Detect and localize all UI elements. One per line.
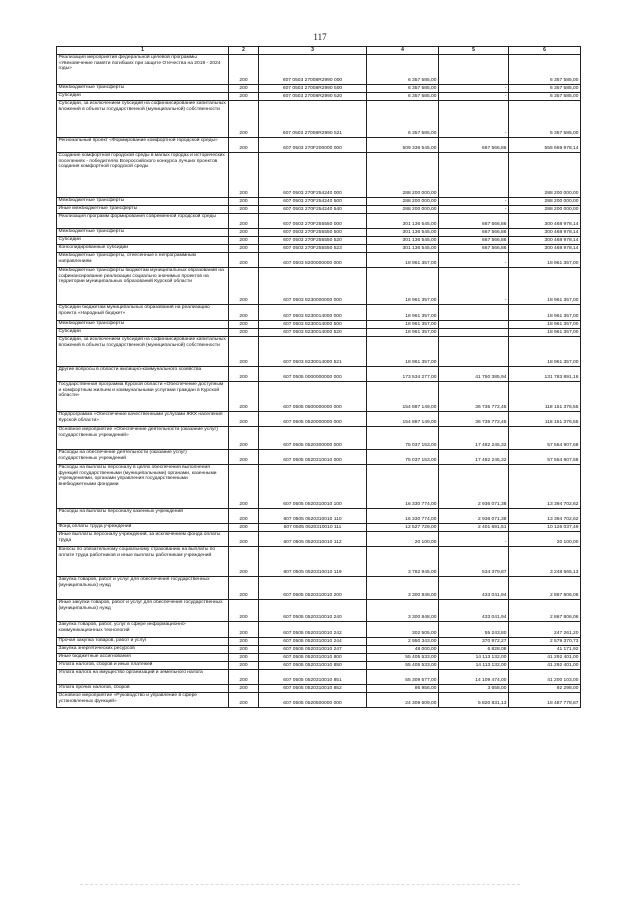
row-name: Подпрограмма «Обеспечение качественными услугами ЖКХ населения Курской области» bbox=[57, 412, 229, 427]
row-remaining-amount: 288 200 000,00 bbox=[509, 198, 581, 206]
table-row bbox=[57, 367, 581, 382]
row-remaining-amount: 41 292 401,00 bbox=[509, 662, 581, 670]
row-classification-code: 607 0505 0520310010 111 bbox=[259, 524, 367, 532]
row-code-line: 200 bbox=[229, 427, 259, 450]
row-classification-code: 607 0503 8230014000 521 bbox=[259, 337, 367, 367]
row-name: Субсидии bbox=[57, 93, 229, 101]
row-classification-code: 607 0505 0520310010 852 bbox=[259, 685, 367, 693]
row-code-line: 200 bbox=[229, 532, 259, 547]
table-row bbox=[57, 412, 581, 427]
row-name: Иные выплаты персоналу учреждений, за исключением фонда оплаты труда bbox=[57, 532, 229, 547]
row-approved-amount: 95 956,00 bbox=[367, 685, 439, 693]
row-executed-amount: 370 972,27 bbox=[439, 638, 509, 646]
row-name: Межбюджетные трансферты бюджетам муниципальных образований на софинансирование реализации социально значимых проектов на территории муниципальных образований Курской области bbox=[57, 268, 229, 305]
row-remaining-amount: 57 554 907,68 bbox=[509, 427, 581, 450]
table-row bbox=[57, 93, 581, 101]
table-row bbox=[57, 654, 581, 662]
table-row bbox=[57, 245, 581, 253]
row-name: Основное мероприятие «Руководство и управление в сфере установленных функций» bbox=[57, 693, 229, 708]
table-row bbox=[57, 337, 581, 367]
row-executed-amount: 667 566,86 bbox=[439, 214, 509, 229]
faint-marks bbox=[80, 884, 520, 891]
table-row bbox=[57, 622, 581, 638]
row-name: Уплата прочих налогов, сборов bbox=[57, 685, 229, 693]
row-remaining-amount: 6 357 585,00 bbox=[509, 85, 581, 93]
row-approved-amount: 48 000,00 bbox=[367, 646, 439, 654]
row-approved-amount: 6 357 585,00 bbox=[367, 85, 439, 93]
row-code-line: 200 bbox=[229, 450, 259, 465]
row-classification-code: 607 0505 0520310010 850 bbox=[259, 662, 367, 670]
row-code-line: 200 bbox=[229, 245, 259, 253]
row-classification-code: 607 0505 0520310010 851 bbox=[259, 670, 367, 685]
row-classification-code: 607 0505 0520310010 244 bbox=[259, 638, 367, 646]
row-remaining-amount: 6 357 585,00 bbox=[509, 55, 581, 85]
row-name: Закупка товаров, работ, услуг в сфере информационно-коммуникационных технологий bbox=[57, 622, 229, 638]
row-code-line: 200 bbox=[229, 412, 259, 427]
row-name: Государственная программа Курской области «Обеспечение доступным и комфортным жильем и коммунальными услугами граждан в Курской области» bbox=[57, 382, 229, 412]
row-executed-amount: 433 041,94 bbox=[439, 577, 509, 600]
table-row bbox=[57, 85, 581, 93]
table-row bbox=[57, 268, 581, 305]
row-remaining-amount: 18 961 357,00 bbox=[509, 253, 581, 268]
row-executed-amount bbox=[439, 305, 509, 321]
row-name: Региональный проект «Формирование комфортной городской среды» bbox=[57, 138, 229, 153]
column-header: 5 bbox=[439, 47, 509, 55]
row-name: Межбюджетные трансферты bbox=[57, 321, 229, 329]
row-code-line: 200 bbox=[229, 153, 259, 198]
row-code-line: 200 bbox=[229, 237, 259, 245]
row-remaining-amount: 20 100,00 bbox=[509, 532, 581, 547]
row-approved-amount: 509 336 545,00 bbox=[367, 138, 439, 153]
row-name: Субсидии bbox=[57, 329, 229, 337]
table-row bbox=[57, 600, 581, 622]
row-executed-amount bbox=[439, 321, 509, 329]
row-executed-amount: - bbox=[439, 85, 509, 93]
table-row bbox=[57, 577, 581, 600]
row-approved-amount: 75 037 153,00 bbox=[367, 427, 439, 450]
row-remaining-amount: 118 151 376,55 bbox=[509, 382, 581, 412]
table-row bbox=[57, 638, 581, 646]
row-executed-amount: 36 735 772,45 bbox=[439, 382, 509, 412]
row-code-line: 200 bbox=[229, 329, 259, 337]
table-header-row bbox=[57, 47, 581, 55]
budget-table bbox=[56, 46, 581, 708]
row-code-line: 200 bbox=[229, 662, 259, 670]
row-name: Субсидии, за исключением субсидий на софинансирование капитальных вложений в объекты государственной (муниципальной) собственности bbox=[57, 101, 229, 138]
row-executed-amount bbox=[439, 329, 509, 337]
row-remaining-amount: 41 200 103,00 bbox=[509, 670, 581, 685]
row-code-line: 200 bbox=[229, 138, 259, 153]
row-code-line: 200 bbox=[229, 268, 259, 305]
row-classification-code: 607 0505 0520310010 240 bbox=[259, 600, 367, 622]
table-row bbox=[57, 646, 581, 654]
row-classification-code: 607 0503 27008R2990 520 bbox=[259, 93, 367, 101]
row-name: Субсидии bbox=[57, 237, 229, 245]
row-classification-code: 607 0505 0520310010 200 bbox=[259, 577, 367, 600]
row-code-line: 200 bbox=[229, 622, 259, 638]
row-name: Расходы на обеспечение деятельности (оказание услуг) государственных учреждений bbox=[57, 450, 229, 465]
row-approved-amount: 75 037 153,00 bbox=[367, 450, 439, 465]
table-row bbox=[57, 685, 581, 693]
table-row bbox=[57, 321, 581, 329]
row-remaining-amount: 300 468 978,14 bbox=[509, 214, 581, 229]
row-approved-amount: 173 534 277,00 bbox=[367, 367, 439, 382]
row-remaining-amount: 288 200 000,00 bbox=[509, 153, 581, 198]
row-name: Иные бюджетные ассигнования bbox=[57, 654, 229, 662]
row-approved-amount: 18 961 357,00 bbox=[367, 337, 439, 367]
row-name: Межбюджетные трансферты bbox=[57, 229, 229, 237]
row-classification-code: 607 0503 270F255550 520 bbox=[259, 237, 367, 245]
table-row bbox=[57, 547, 581, 577]
row-executed-amount: 14 113 132,00 bbox=[439, 662, 509, 670]
row-approved-amount: 302 505,00 bbox=[367, 622, 439, 638]
row-approved-amount: 55 405 533,00 bbox=[367, 662, 439, 670]
row-code-line: 200 bbox=[229, 305, 259, 321]
row-executed-amount: 667 566,86 bbox=[439, 237, 509, 245]
row-classification-code: 607 0503 8230014000 500 bbox=[259, 321, 367, 329]
row-classification-code: 607 0505 0520300000 000 bbox=[259, 427, 367, 450]
row-code-line: 200 bbox=[229, 214, 259, 229]
row-code-line: 200 bbox=[229, 670, 259, 685]
row-approved-amount: 55 309 577,00 bbox=[367, 670, 439, 685]
row-classification-code: 607 0503 27008R2990 500 bbox=[259, 85, 367, 93]
row-code-line: 200 bbox=[229, 229, 259, 237]
row-approved-amount: 301 136 545,00 bbox=[367, 237, 439, 245]
row-executed-amount: 5 820 831,13 bbox=[439, 693, 509, 708]
row-approved-amount: 6 357 585,00 bbox=[367, 101, 439, 138]
row-classification-code: 607 0503 8200000000 000 bbox=[259, 253, 367, 268]
row-name: Консолидированные субсидии bbox=[57, 245, 229, 253]
row-executed-amount: 2 936 071,38 bbox=[439, 509, 509, 524]
row-remaining-amount: 300 468 978,14 bbox=[509, 229, 581, 237]
row-executed-amount: 41 750 385,94 bbox=[439, 367, 509, 382]
table-row bbox=[57, 382, 581, 412]
column-header: 4 bbox=[367, 47, 439, 55]
row-classification-code: 607 0505 0520310010 119 bbox=[259, 547, 367, 577]
row-approved-amount: 18 961 357,00 bbox=[367, 268, 439, 305]
row-executed-amount: 534 379,87 bbox=[439, 547, 509, 577]
row-code-line: 200 bbox=[229, 55, 259, 85]
row-approved-amount: 18 961 357,00 bbox=[367, 305, 439, 321]
row-approved-amount: 18 961 357,00 bbox=[367, 253, 439, 268]
row-code-line: 200 bbox=[229, 93, 259, 101]
table-row bbox=[57, 329, 581, 337]
table-row bbox=[57, 253, 581, 268]
table-row bbox=[57, 153, 581, 198]
row-name: Иные закупки товаров, работ и услуг для обеспечения государственных (муниципальных) нужд bbox=[57, 600, 229, 622]
row-classification-code: 607 0505 0520310010 100 bbox=[259, 465, 367, 509]
row-approved-amount: 24 309 609,00 bbox=[367, 693, 439, 708]
row-classification-code: 607 0503 8230000000 000 bbox=[259, 268, 367, 305]
table-row bbox=[57, 524, 581, 532]
row-approved-amount: 12 527 729,00 bbox=[367, 524, 439, 532]
row-classification-code: 607 0505 0520000000 000 bbox=[259, 412, 367, 427]
table-body bbox=[57, 55, 581, 708]
row-remaining-amount: 41 292 401,00 bbox=[509, 654, 581, 662]
table-row bbox=[57, 509, 581, 524]
table-row bbox=[57, 693, 581, 708]
row-classification-code: 607 0503 270F254240 500 bbox=[259, 198, 367, 206]
row-code-line: 200 bbox=[229, 382, 259, 412]
row-classification-code: 607 0503 27008R2990 000 bbox=[259, 55, 367, 85]
row-classification-code: 607 0503 270F200000 000 bbox=[259, 138, 367, 153]
row-name: Реализация мероприятий федеральной целевой программы «Увековечение памяти погибших при защите Отечества на 2019 - 2024 годы» bbox=[57, 55, 229, 85]
row-remaining-amount: 41 171,92 bbox=[509, 646, 581, 654]
row-approved-amount: 288 200 000,00 bbox=[367, 198, 439, 206]
table-row bbox=[57, 229, 581, 237]
row-code-line: 200 bbox=[229, 654, 259, 662]
row-classification-code: 607 0503 270F255550 523 bbox=[259, 245, 367, 253]
row-classification-code: 607 0503 8230014000 520 bbox=[259, 329, 367, 337]
row-classification-code: 607 0503 270F255550 000 bbox=[259, 214, 367, 229]
row-remaining-amount: 18 487 778,87 bbox=[509, 693, 581, 708]
row-remaining-amount: 13 394 702,62 bbox=[509, 509, 581, 524]
row-name: Расходы на выплаты персоналу казенных учреждений bbox=[57, 509, 229, 524]
row-executed-amount: - bbox=[439, 198, 509, 206]
row-executed-amount: 17 482 245,32 bbox=[439, 450, 509, 465]
row-executed-amount: 6 828,08 bbox=[439, 646, 509, 654]
page-number: 117 bbox=[313, 32, 327, 42]
row-classification-code: 607 0505 0520310010 800 bbox=[259, 654, 367, 662]
row-executed-amount: 667 566,86 bbox=[439, 138, 509, 153]
row-approved-amount: 288 200 000,00 bbox=[367, 153, 439, 198]
row-name: Взносы по обязательному социальному страхованию на выплаты по оплате труда работников и иные выплаты работникам учреждений bbox=[57, 547, 229, 577]
row-approved-amount: 3 300 848,00 bbox=[367, 600, 439, 622]
table-row bbox=[57, 450, 581, 465]
row-name: Прочая закупка товаров, работ и услуг bbox=[57, 638, 229, 646]
row-executed-amount: 2 401 691,51 bbox=[439, 524, 509, 532]
row-approved-amount: 18 961 357,00 bbox=[367, 329, 439, 337]
row-code-line: 200 bbox=[229, 646, 259, 654]
row-classification-code: 607 0505 0520310010 112 bbox=[259, 532, 367, 547]
row-remaining-amount: 300 468 978,14 bbox=[509, 245, 581, 253]
row-name: Межбюджетные трансферты bbox=[57, 85, 229, 93]
row-code-line: 200 bbox=[229, 101, 259, 138]
row-executed-amount bbox=[439, 337, 509, 367]
row-remaining-amount: 555 669 978,14 bbox=[509, 138, 581, 153]
table-row bbox=[57, 532, 581, 547]
row-remaining-amount: 2 867 806,06 bbox=[509, 577, 581, 600]
row-approved-amount: 154 887 149,00 bbox=[367, 382, 439, 412]
row-name: Создание комфортной городской среды в малых городах и исторических поселениях - победителях Всероссийского конкурса лучших проектов создания комфортной городской среды bbox=[57, 153, 229, 198]
row-remaining-amount: 2 579 370,73 bbox=[509, 638, 581, 646]
row-name: Расходы на выплаты персоналу в целях обеспечения выполнения функций государственными (муниципальными) органами, казенными учреждениями, органами управления государственными внебюджетными фондами bbox=[57, 465, 229, 509]
row-remaining-amount: 2 867 806,06 bbox=[509, 600, 581, 622]
row-approved-amount: 154 887 149,00 bbox=[367, 412, 439, 427]
table-row bbox=[57, 662, 581, 670]
row-classification-code: 607 0505 0520310010 110 bbox=[259, 509, 367, 524]
row-code-line: 200 bbox=[229, 367, 259, 382]
row-executed-amount: - bbox=[439, 268, 509, 305]
table-row bbox=[57, 305, 581, 321]
row-code-line: 200 bbox=[229, 465, 259, 509]
row-classification-code: 607 0503 8230014000 000 bbox=[259, 305, 367, 321]
table-row bbox=[57, 237, 581, 245]
row-remaining-amount: 13 394 702,62 bbox=[509, 465, 581, 509]
row-classification-code: 607 0505 0000000000 000 bbox=[259, 367, 367, 382]
row-classification-code: 607 0503 27008R2990 521 bbox=[259, 101, 367, 138]
row-code-line: 200 bbox=[229, 638, 259, 646]
row-approved-amount: 20 100,00 bbox=[367, 532, 439, 547]
row-name: Уплата налогов, сборов и иных платежей bbox=[57, 662, 229, 670]
table-row bbox=[57, 427, 581, 450]
row-classification-code: 607 0505 0520500000 000 bbox=[259, 693, 367, 708]
row-remaining-amount: 18 961 357,00 bbox=[509, 329, 581, 337]
row-name: Иные межбюджетные трансферты bbox=[57, 206, 229, 214]
row-executed-amount: - bbox=[439, 101, 509, 138]
row-code-line: 200 bbox=[229, 206, 259, 214]
row-code-line: 200 bbox=[229, 321, 259, 329]
row-name: Субсидии, за исключением субсидий на софинансирование капитальных вложений в объекты государственной (муниципальной) собственности bbox=[57, 337, 229, 367]
row-approved-amount: 3 782 945,00 bbox=[367, 547, 439, 577]
row-approved-amount: 6 357 585,00 bbox=[367, 55, 439, 85]
row-classification-code: 607 0503 270F254240 000 bbox=[259, 153, 367, 198]
row-remaining-amount: 18 961 357,00 bbox=[509, 337, 581, 367]
row-remaining-amount: 131 783 891,16 bbox=[509, 367, 581, 382]
column-header: 3 bbox=[259, 47, 367, 55]
row-executed-amount bbox=[439, 55, 509, 85]
row-code-line: 200 bbox=[229, 198, 259, 206]
row-code-line: 200 bbox=[229, 600, 259, 622]
row-classification-code: 607 0505 0520310010 242 bbox=[259, 622, 367, 638]
row-executed-amount: 17 482 245,32 bbox=[439, 427, 509, 450]
row-name: Закупка энергетических ресурсов bbox=[57, 646, 229, 654]
row-code-line: 200 bbox=[229, 693, 259, 708]
row-remaining-amount: 247 261,20 bbox=[509, 622, 581, 638]
row-executed-amount: - bbox=[439, 93, 509, 101]
row-remaining-amount: 92 298,00 bbox=[509, 685, 581, 693]
row-approved-amount: 16 330 774,00 bbox=[367, 465, 439, 509]
row-executed-amount: 14 113 132,00 bbox=[439, 654, 509, 662]
row-approved-amount: 6 357 585,00 bbox=[367, 93, 439, 101]
row-executed-amount: 3 658,00 bbox=[439, 685, 509, 693]
row-remaining-amount: 118 151 376,55 bbox=[509, 412, 581, 427]
row-code-line: 200 bbox=[229, 685, 259, 693]
row-executed-amount: - bbox=[439, 532, 509, 547]
row-executed-amount: 55 243,80 bbox=[439, 622, 509, 638]
row-executed-amount: 14 109 474,00 bbox=[439, 670, 509, 685]
row-code-line: 200 bbox=[229, 577, 259, 600]
row-remaining-amount: 18 961 357,00 bbox=[509, 321, 581, 329]
row-approved-amount: 301 136 545,00 bbox=[367, 214, 439, 229]
row-remaining-amount: 18 961 357,00 bbox=[509, 305, 581, 321]
table-row bbox=[57, 138, 581, 153]
row-executed-amount: 36 735 772,45 bbox=[439, 412, 509, 427]
row-executed-amount: 433 041,94 bbox=[439, 600, 509, 622]
row-code-line: 200 bbox=[229, 253, 259, 268]
row-classification-code: 607 0505 0520310010 247 bbox=[259, 646, 367, 654]
row-executed-amount: 667 566,86 bbox=[439, 229, 509, 237]
table-row bbox=[57, 214, 581, 229]
row-name: Закупка товаров, работ и услуг для обеспечения государственных (муниципальных) нужд bbox=[57, 577, 229, 600]
row-name: Межбюджетные трансферты bbox=[57, 198, 229, 206]
row-name: Уплата налога на имущество организаций и земельного налога bbox=[57, 670, 229, 685]
row-code-line: 200 bbox=[229, 524, 259, 532]
table-row bbox=[57, 465, 581, 509]
row-approved-amount: 2 950 343,00 bbox=[367, 638, 439, 646]
table-row bbox=[57, 55, 581, 85]
row-approved-amount: 301 136 545,00 bbox=[367, 229, 439, 237]
row-classification-code: 607 0503 270F255550 500 bbox=[259, 229, 367, 237]
row-name: Фонд оплаты труда учреждений bbox=[57, 524, 229, 532]
table-row bbox=[57, 198, 581, 206]
row-remaining-amount: 10 126 037,49 bbox=[509, 524, 581, 532]
row-remaining-amount: 18 961 357,00 bbox=[509, 268, 581, 305]
row-approved-amount: 3 300 848,00 bbox=[367, 577, 439, 600]
column-header: 2 bbox=[229, 47, 259, 55]
row-classification-code: 607 0503 270F254240 540 bbox=[259, 206, 367, 214]
column-header: 1 bbox=[57, 47, 229, 55]
column-header: 6 bbox=[509, 47, 581, 55]
row-approved-amount: 16 330 774,00 bbox=[367, 509, 439, 524]
row-name: Межбюджетные трансферты, отнесенные к непрограммным направлениям bbox=[57, 253, 229, 268]
row-executed-amount: - bbox=[439, 253, 509, 268]
row-executed-amount: 667 566,86 bbox=[439, 245, 509, 253]
row-name: Другие вопросы в области жилищно-коммунального хозяйства bbox=[57, 367, 229, 382]
row-remaining-amount: 3 248 565,13 bbox=[509, 547, 581, 577]
row-approved-amount: 55 405 533,00 bbox=[367, 654, 439, 662]
row-approved-amount: 301 136 545,00 bbox=[367, 245, 439, 253]
row-code-line: 200 bbox=[229, 85, 259, 93]
row-remaining-amount: 6 357 585,00 bbox=[509, 93, 581, 101]
row-name: Субсидии бюджетам муниципальных образований на реализацию проекта «Народный бюджет» bbox=[57, 305, 229, 321]
row-remaining-amount: 57 554 907,68 bbox=[509, 450, 581, 465]
row-classification-code: 607 0505 0520310010 000 bbox=[259, 450, 367, 465]
row-approved-amount: 18 961 357,00 bbox=[367, 321, 439, 329]
row-approved-amount: 288 200 000,00 bbox=[367, 206, 439, 214]
row-code-line: 200 bbox=[229, 509, 259, 524]
row-code-line: 200 bbox=[229, 337, 259, 367]
table-row bbox=[57, 101, 581, 138]
table-row bbox=[57, 206, 581, 214]
row-code-line: 200 bbox=[229, 547, 259, 577]
table-row bbox=[57, 670, 581, 685]
row-remaining-amount: 6 357 585,00 bbox=[509, 101, 581, 138]
row-remaining-amount: 288 200 000,00 bbox=[509, 206, 581, 214]
row-name: Реализация программ формирования современной городской среды bbox=[57, 214, 229, 229]
row-name: Основное мероприятие «Обеспечение деятельности (оказание услуг) государственных учреждений» bbox=[57, 427, 229, 450]
row-classification-code: 607 0505 0500000000 000 bbox=[259, 382, 367, 412]
row-remaining-amount: 300 468 978,14 bbox=[509, 237, 581, 245]
row-executed-amount: - bbox=[439, 206, 509, 214]
row-executed-amount bbox=[439, 153, 509, 198]
row-executed-amount: 2 936 071,38 bbox=[439, 465, 509, 509]
